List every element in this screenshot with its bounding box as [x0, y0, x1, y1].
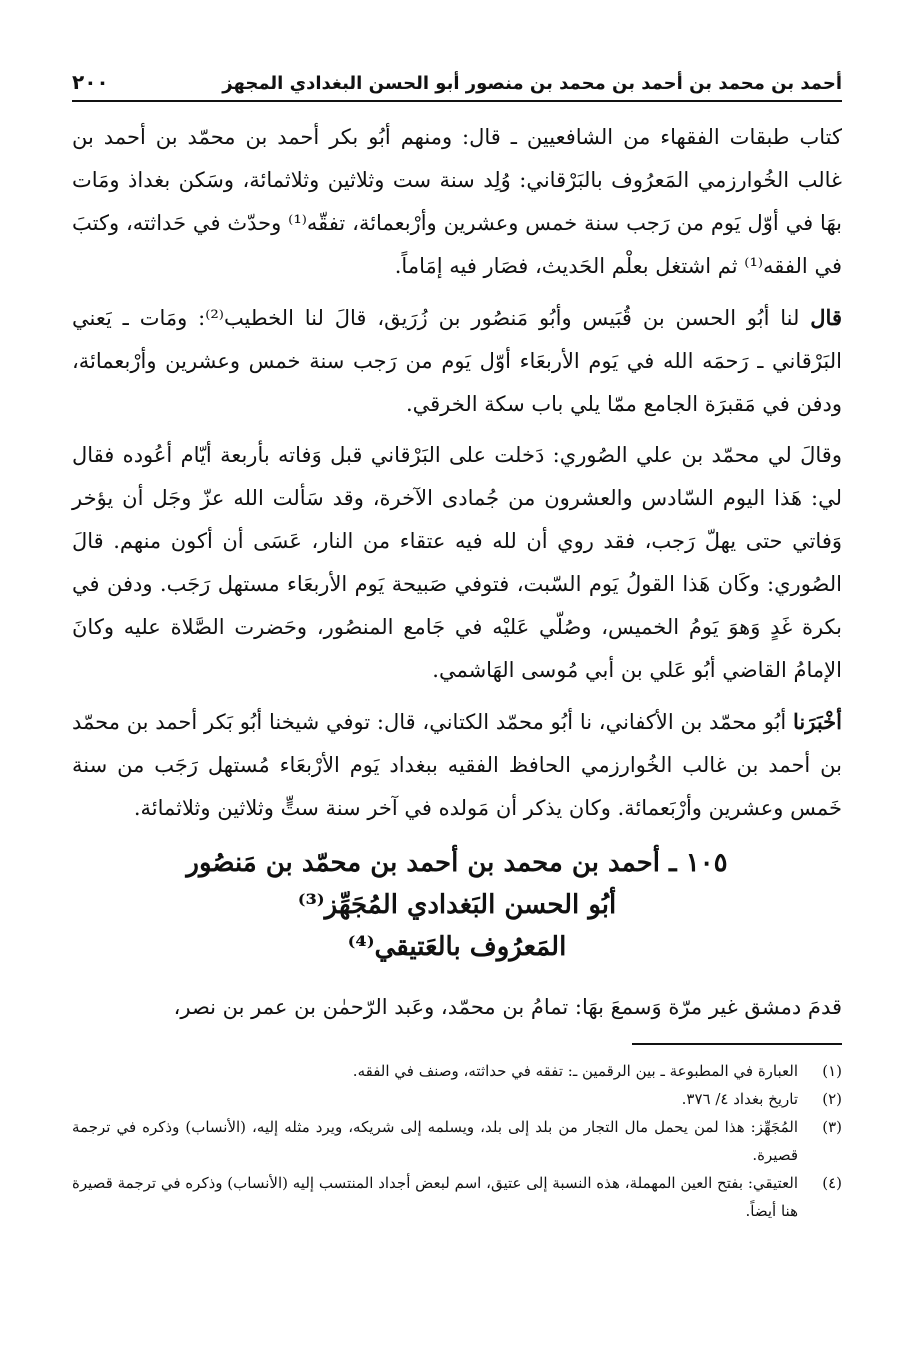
paragraph-2-text: لنا أبُو الحسن بن قُبَيس وأبُو مَنصُور بن زُرَيق، قالَ لنا الخطيب⁽²⁾: ومَات ـ يَعني البَرْقاني ـ رَحمَه الله في يَوم الأربعَاء أوّل يَوم من رَجب سنة خمس وعشرين وأرْبعمائة، ودفن في مَقبرَة الجامع ممّا يلي باب سكة الخرقي. — [72, 306, 842, 416]
footnotes — [72, 1057, 842, 1225]
paragraph-1-text: كتاب طبقات الفقهاء من الشافعيين ـ قال: ومنهم أبُو بكر أحمد بن محمّد بن أحمد بن غالب الخُوارزمي المَعرُوف بالبَرْقاني: وُلِد سنة ست وثلاثين وثلاثمائة، وسَكن بغداذ ومَات بهَا في أوّل يَوم من رَجب سنة خمس وعشرين وأرْبعمائة، تفقّه⁽¹⁾ وحدّث في حَداثته، وكتبَ في الفقه⁽¹⁾ ثم اشتغل بعلْم الحَديث، فصَار فيه إمَاماً. — [72, 125, 842, 278]
paragraph-2 — [72, 296, 842, 426]
page-number: ٢٠٠ — [72, 70, 109, 94]
footnote-4 — [72, 1169, 842, 1225]
footnote-2 — [72, 1085, 842, 1113]
chapter-heading-line-2: أبُو الحسن البَغدادي المُجَهِّز⁽³⁾ — [297, 890, 617, 920]
running-title: أحمد بن محمد بن أحمد بن محمد بن منصور أبو الحسن البغدادي المجهز — [222, 73, 842, 94]
footnote-text: المُجَهِّز: هذا لمن يحمل مال التجار من بلد إلى بلد، ويسلمه إلى شريكه، ويرد مثله إليه، (الأنساب) وذكره في ترجمة قصيرة. — [72, 1118, 798, 1164]
paragraph-4-text: أبُو محمّد بن الأكفاني، نا أبُو محمّد الكتاني، قال: توفي شيخنا أبُو بَكر أحمد بن محمّد بن أحمد بن غالب الخُوارزمي الحافظ الفقيه ببغداد يَوم الأرْبعَاء مُستهل رَجَب من سنة خَمس وعشرين وأرْبَعمائة. وكان يذكر أن مَولده في آخر سنة ستٍّ وثلاثين وثلاثمائة. — [72, 710, 842, 820]
book-page — [72, 58, 842, 1328]
paragraph-4-lead: أخْبَرَنا — [793, 709, 842, 734]
paragraph-3 — [72, 434, 842, 692]
chapter-heading-line-1: ١٠٥ ـ أحمد بن محمد بن أحمد بن محمّد بن مَنصُور — [186, 848, 728, 878]
body-text — [72, 116, 842, 1029]
footnote-3 — [72, 1113, 842, 1169]
footnote-text: تاريخ بغداد ٤/ ٣٧٦. — [681, 1090, 798, 1108]
footnote-number: (٣) — [822, 1118, 842, 1136]
paragraph-3-text: وقالَ لي محمّد بن علي الصُوري: دَخلت على البَرْقاني قبل وَفاته بأربعة أيّام أعُوده فقال لي: هَذا اليوم السّادس والعشرون من جُمادى الآخرة، وقد سَألت الله عزّ وجَل أن يؤخر وَفاتي حتى يهلّ رَجب، فقد روي أن لله فيه عتقاء من النار، عَسَى أن أكون منهم. قالَ الصُوري: وكَان هَذا القولُ يَوم السّبت، فتوفي صَبيحة يَوم الأربعَاء مستهل رَجَب. ودفن في بكرة غَدٍ وَهوَ يَومُ الخميس، وصُلّي عَليْه في جَامع المنصُور، وحَضرت الصَّلاة عليه وكانَ الإمامُ القاضي أبُو عَلي بن أبي مُوسى الهَاشمي. — [72, 443, 842, 682]
footnote-divider — [632, 1043, 842, 1045]
footnote-number: (٤) — [822, 1174, 842, 1192]
footnote-number: (٢) — [822, 1090, 842, 1108]
paragraph-1 — [72, 116, 842, 288]
footnote-text: العبارة في المطبوعة ـ بين الرقمين ـ: تفقه في حداثته، وصنف في الفقه. — [352, 1062, 798, 1080]
paragraph-2-lead: قال — [810, 305, 842, 330]
chapter-heading-line-3: المَعرُوف بالعَتيقي⁽⁴⁾ — [347, 932, 567, 962]
footnote-1 — [72, 1057, 842, 1085]
chapter-heading — [72, 842, 842, 968]
running-header — [72, 58, 842, 102]
paragraph-4 — [72, 700, 842, 830]
footnote-text: العتيقي: بفتح العين المهملة، هذه النسبة إلى عتيق، اسم لبعض أجداد المنتسب إليه (الأنساب) وذكره في ترجمة قصيرة هنا أيضاً. — [72, 1174, 798, 1220]
footnote-number: (١) — [822, 1062, 842, 1080]
final-paragraph: قدمَ دمشق غير مرّة وَسمعَ بهَا: تمامُ بن محمّد، وعَبد الرّحمٰن بن عمر بن نصر، — [173, 995, 842, 1019]
